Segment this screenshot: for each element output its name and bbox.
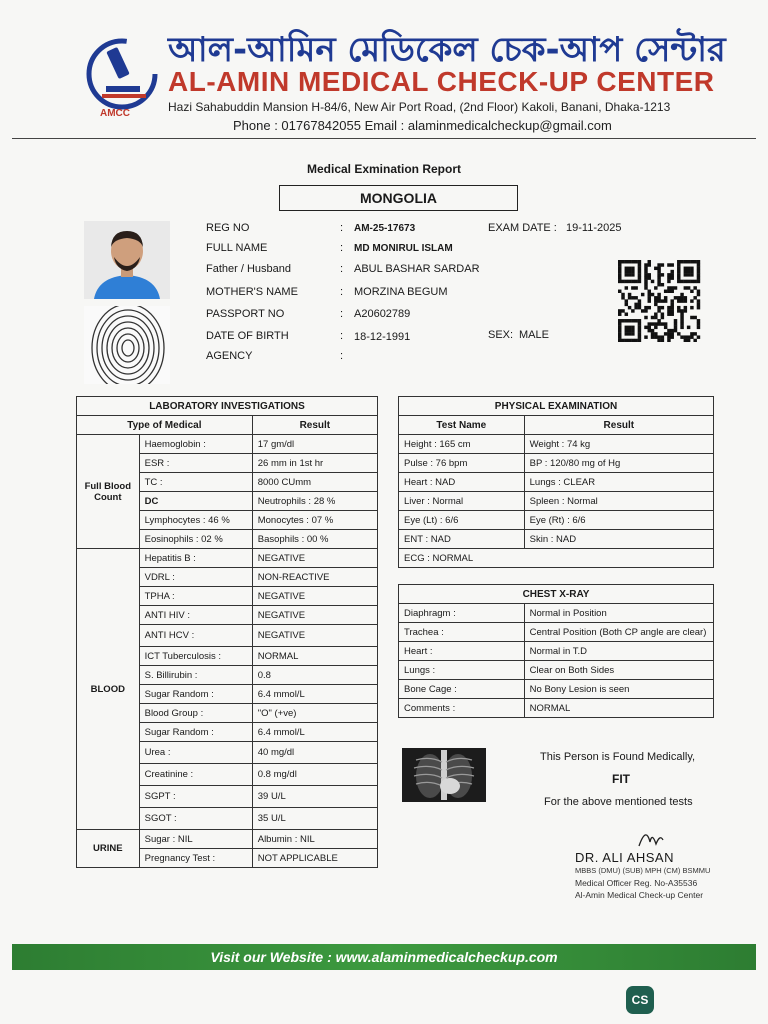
test-name: ANTI HIV :	[139, 606, 252, 625]
test-name: Height : 165 cm	[399, 435, 525, 454]
colon: :	[340, 286, 344, 298]
exam-date-value: 19-11-2025	[566, 222, 622, 234]
conclusion-line2: For the above mentioned tests	[544, 796, 693, 808]
fit-status: FIT	[612, 772, 630, 786]
test-result: 0.8 mg/dl	[252, 764, 377, 786]
table-row	[399, 530, 714, 549]
test-result: NEGATIVE	[252, 606, 377, 625]
center-logo	[84, 36, 164, 126]
lab-col-type: Type of Medical	[77, 416, 253, 435]
test-result: Spleen : Normal	[524, 492, 713, 511]
test-name: ESR :	[139, 454, 252, 473]
table-row	[399, 661, 714, 680]
test-result: 8000 CUmm	[252, 473, 377, 492]
test-name: ANTI HCV :	[139, 625, 252, 647]
test-result: Albumin : NIL	[252, 830, 377, 849]
test-name: ICT Tuberculosis :	[139, 647, 252, 666]
passport-value: A20602789	[354, 308, 411, 320]
full-name-label: FULL NAME	[206, 242, 268, 254]
urine-group-label: URINE	[77, 830, 140, 868]
contact-info: Phone : 01767842055 Email : alaminmedicalcheckup@gmail.com	[233, 118, 612, 133]
lab-col-result: Result	[252, 416, 377, 435]
test-result: 26 mm in 1st hr	[252, 454, 377, 473]
finding-result: Normal in Position	[524, 604, 713, 623]
test-name: S. Billirubin :	[139, 666, 252, 685]
finding-result: NORMAL	[524, 699, 713, 718]
finding-result: Central Position (Both CP angle are clear)	[524, 623, 713, 642]
finding-name: Lungs :	[399, 661, 525, 680]
chest-xray-image	[402, 748, 486, 802]
test-result: Weight : 74 kg	[524, 435, 713, 454]
camscanner-badge: CS	[626, 986, 654, 1014]
test-result: Monocytes : 07 %	[252, 511, 377, 530]
table-row	[77, 435, 378, 454]
father-value: ABUL BASHAR SARDAR	[354, 263, 480, 275]
sex-label: SEX:	[488, 329, 514, 341]
reg-no-label: REG NO	[206, 222, 250, 234]
country-box: MONGOLIA	[279, 185, 518, 211]
dob-label: DATE OF BIRTH	[206, 330, 289, 342]
test-result: NORMAL	[252, 647, 377, 666]
test-name: SGPT :	[139, 786, 252, 808]
reg-no-value: AM-25-17673	[354, 223, 416, 234]
test-name: Urea :	[139, 742, 252, 764]
xray-title: CHEST X-RAY	[399, 585, 714, 604]
bangla-title: আল-আমিন মেডিকেল চেক-আপ সেন্টার	[168, 30, 726, 70]
colon: :	[340, 242, 344, 254]
test-name: VDRL :	[139, 568, 252, 587]
finding-name: Comments :	[399, 699, 525, 718]
test-result: 35 U/L	[252, 808, 377, 830]
header-divider	[12, 138, 756, 139]
physical-col-result: Result	[524, 416, 713, 435]
doctor-center: Al-Amin Medical Check-up Center	[575, 890, 704, 900]
test-result: 6.4 mmol/L	[252, 723, 377, 742]
finding-result: No Bony Lesion is seen	[524, 680, 713, 699]
test-name: Sugar Random :	[139, 723, 252, 742]
finding-result: Clear on Both Sides	[524, 661, 713, 680]
test-result: 40 mg/dl	[252, 742, 377, 764]
test-name: Eye (Lt) : 6/6	[399, 511, 525, 530]
test-result: NEGATIVE	[252, 549, 377, 568]
test-name: Pulse : 76 bpm	[399, 454, 525, 473]
father-label: Father / Husband	[206, 263, 291, 275]
test-result: Lungs : CLEAR	[524, 473, 713, 492]
table-row	[399, 473, 714, 492]
full-name-value: MD MONIRUL ISLAM	[354, 243, 453, 254]
finding-result: Normal in T.D	[524, 642, 713, 661]
fbc-group-label: Full Blood Count	[77, 435, 140, 549]
logo-text: AMCC	[100, 108, 130, 119]
physical-col-test: Test Name	[399, 416, 525, 435]
test-name: TC :	[139, 473, 252, 492]
doctor-degrees: MBBS (DMU) (SUB) MPH (CM) BSMMU	[575, 866, 711, 875]
sex-value: MALE	[519, 329, 549, 341]
test-name: TPHA :	[139, 587, 252, 606]
report-title: Medical Exmination Report	[306, 162, 462, 176]
test-result: "O" (+ve)	[252, 704, 377, 723]
test-result: NEGATIVE	[252, 625, 377, 647]
fingerprint-image	[84, 306, 170, 384]
table-row	[399, 511, 714, 530]
colon: :	[340, 263, 344, 275]
doctor-name: DR. ALI AHSAN	[575, 850, 674, 865]
finding-name: Heart :	[399, 642, 525, 661]
test-result: NOT APPLICABLE	[252, 849, 377, 868]
table-row	[399, 642, 714, 661]
exam-date-label: EXAM DATE :	[488, 222, 557, 234]
ecg-row: ECG : NORMAL	[399, 549, 714, 568]
address: Hazi Sahabuddin Mansion H-84/6, New Air Port Road, (2nd Floor) Kakoli, Banani, Dhaka-1213	[168, 100, 671, 114]
physical-exam-table	[398, 396, 714, 568]
chest-xray-table	[398, 584, 714, 718]
passport-label: PASSPORT NO	[206, 308, 285, 320]
website-footer: Visit our Website : www.alaminmedicalcheckup.com	[12, 944, 756, 970]
qr-code	[615, 260, 703, 342]
blood-group-label: BLOOD	[77, 549, 140, 830]
test-result: Eye (Rt) : 6/6	[524, 511, 713, 530]
table-row	[399, 680, 714, 699]
test-result: Neutrophils : 28 %	[252, 492, 377, 511]
test-name: Sugar : NIL	[139, 830, 252, 849]
doctor-reg: Medical Officer Reg. No-A35536	[575, 878, 698, 888]
test-result: 17 gm/dl	[252, 435, 377, 454]
test-result: 39 U/L	[252, 786, 377, 808]
lab-investigations-table	[76, 396, 378, 868]
test-result: Basophils : 00 %	[252, 530, 377, 549]
test-name: SGOT :	[139, 808, 252, 830]
test-result: 6.4 mmol/L	[252, 685, 377, 704]
english-title: AL-AMIN MEDICAL CHECK-UP CENTER	[168, 66, 715, 97]
test-name: Lymphocytes : 46 %	[139, 511, 252, 530]
test-name: Liver : Normal	[399, 492, 525, 511]
table-row	[399, 435, 714, 454]
test-name: Sugar Random :	[139, 685, 252, 704]
test-name: ENT : NAD	[399, 530, 525, 549]
test-result: Skin : NAD	[524, 530, 713, 549]
dob-value: 18-12-1991	[354, 331, 411, 343]
mother-label: MOTHER'S NAME	[206, 286, 298, 298]
physical-title: PHYSICAL EXAMINATION	[399, 397, 714, 416]
colon: :	[340, 222, 344, 234]
finding-name: Bone Cage :	[399, 680, 525, 699]
table-row	[399, 604, 714, 623]
table-row	[399, 454, 714, 473]
test-name: Haemoglobin :	[139, 435, 252, 454]
test-name: Creatinine :	[139, 764, 252, 786]
finding-name: Diaphragm :	[399, 604, 525, 623]
test-name: Hepatitis B :	[139, 549, 252, 568]
agency-label: AGENCY	[206, 350, 253, 362]
test-name: Blood Group :	[139, 704, 252, 723]
table-row	[399, 623, 714, 642]
finding-name: Trachea :	[399, 623, 525, 642]
test-result: BP : 120/80 mg of Hg	[524, 454, 713, 473]
test-result: NEGATIVE	[252, 587, 377, 606]
table-row	[77, 830, 378, 849]
colon: :	[340, 350, 344, 362]
lab-title: LABORATORY INVESTIGATIONS	[77, 397, 378, 416]
colon: :	[340, 330, 344, 342]
test-name: Eosinophils : 02 %	[139, 530, 252, 549]
applicant-photo	[84, 221, 170, 299]
test-result: 0.8	[252, 666, 377, 685]
conclusion-line1: This Person is Found Medically,	[540, 751, 696, 763]
table-row	[399, 492, 714, 511]
table-row	[399, 699, 714, 718]
test-result: NON-REACTIVE	[252, 568, 377, 587]
test-name: Heart : NAD	[399, 473, 525, 492]
mother-value: MORZINA BEGUM	[354, 286, 448, 298]
test-name: DC	[139, 492, 252, 511]
colon: :	[340, 308, 344, 320]
table-row	[77, 549, 378, 568]
test-name: Pregnancy Test :	[139, 849, 252, 868]
